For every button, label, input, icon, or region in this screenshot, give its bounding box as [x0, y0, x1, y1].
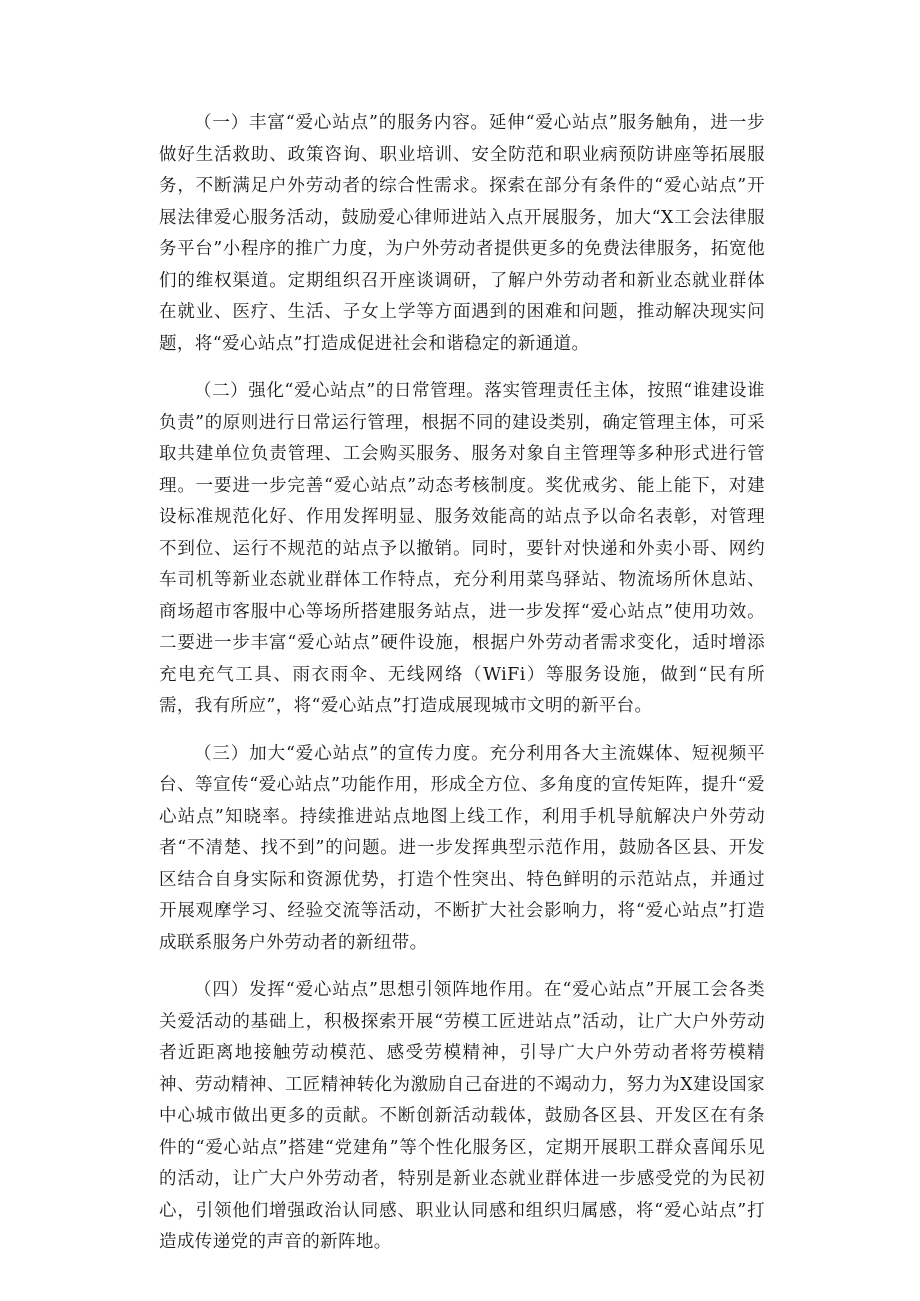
paragraph-4: （四）发挥“爱心站点”思想引领阵地作用。在“爱心站点”开展工会各类关爱活动的基础上，积极探索开展“劳模工匠进站点”活动，让广大户外劳动者近距离地接触劳动模范、感受劳模精神，引导广大户外劳动者将劳模精神、劳动精神、工匠精神转化为激励自己奋进的不竭动力，努力为X建设国家中心城市做出更多的贡献。不断创新活动载体，鼓励各区县、开发区在有条件的“爱心站点”搭建“党建角”等个性化服务区，定期开展职工群众喜闻乐见的活动，让广大户外劳动者，特别是新业态就业群体进一步感受党的为民初心，引领他们增强政治认同感、职业认同感和组织归属感，将“爱心站点”打造成传递党的声音的新阵地。: [159, 980, 765, 1252]
paragraph-2: （二）强化“爱心站点”的日常管理。落实管理责任主体，按照“谁建设谁负责”的原则进行日常运行管理，根据不同的建设类别，确定管理主体，可采取共建单位负责管理、工会购买服务、服务对象自主管理等多种形式进行管理。一要进一步完善“爱心站点”动态考核制度。奖优戒劣、能上能下，对建设标准规范化好、作用发挥明显、服务效能高的站点予以命名表彰，对管理不到位、运行不规范的站点予以撤销。同时，要针对快递和外卖小哥、网约车司机等新业态就业群体工作特点，充分利用菜鸟驿站、物流场所休息站、商场超市客服中心等场所搭建服务站点，进一步发挥“爱心站点”使用功效。二要进一步丰富“爱心站点”硬件设施，根据户外劳动者需求变化，适时增添充电充气工具、雨衣雨伞、无线网络（WiFi）等服务设施，做到“民有所需，我有所应”，将“爱心站点”打造成展现城市文明的新平台。: [159, 381, 765, 716]
paragraph-1: （一）丰富“爱心站点”的服务内容。延伸“爱心站点”服务触角，进一步做好生活救助、政策咨询、职业培训、安全防范和职业病预防讲座等拓展服务，不断满足户外劳动者的综合性需求。探索在部分有条件的“爱心站点”开展法律爱心服务活动，鼓励爱心律师进站入点开展服务，加大“X工会法律服务平台”小程序的推广力度，为户外劳动者提供更多的免费法律服务，拓宽他们的维权渠道。定期组织召开座谈调研，了解户外劳动者和新业态就业群体在就业、医疗、生活、子女上学等方面遇到的困难和问题，推动解决现实问题，将“爱心站点”打造成促进社会和谐稳定的新通道。: [159, 113, 765, 354]
document-body: [159, 108, 765, 1275]
paragraph-3: （三）加大“爱心站点”的宣传力度。充分利用各大主流媒体、短视频平台、等宣传“爱心站点”功能作用，形成全方位、多角度的宣传矩阵，提升“爱心站点”知晓率。持续推进站点地图上线工作，利用手机导航解决户外劳动者“不清楚、找不到”的问题。进一步发挥典型示范作用，鼓励各区县、开发区结合自身实际和资源优势，打造个性突出、特色鲜明的示范站点，并通过开展观摩学习、经验交流等活动，不断扩大社会影响力，将“爱心站点”打造成联系服务户外劳动者的新纽带。: [159, 743, 765, 953]
